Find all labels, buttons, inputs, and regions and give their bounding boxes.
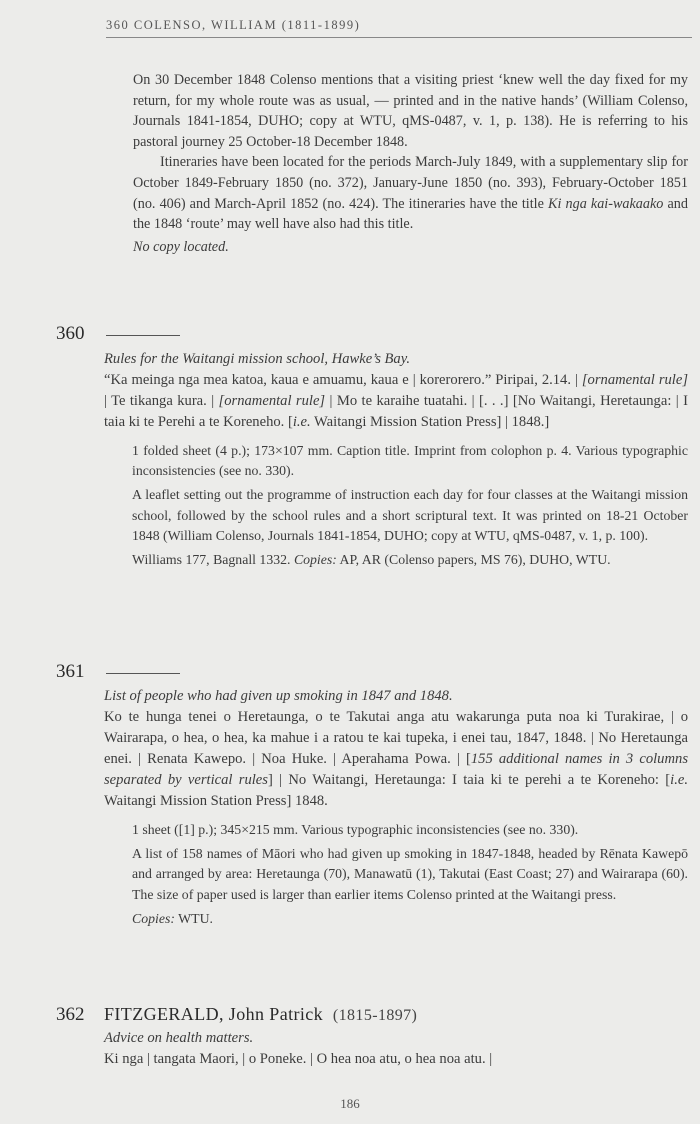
entry-362 bbox=[104, 1028, 688, 1070]
entry-transcription: “Ka meinga nga mea katoa, kaua e amuamu, kaua e | korerorero.” Piripai, 2.14. | [ornamental rule] | Te tikanga kura. | [ornamental rule] | Mo te karaihe tuatahi. | [. . .] [No Waitangi, Heretaunga: | I taia ki te Perehi a te Koreneho. [i.e. Waitangi Mission Station Press] | 1848.] bbox=[104, 372, 688, 430]
copies: Copies: WTU. bbox=[132, 910, 213, 926]
entry-361 bbox=[104, 686, 688, 929]
entry-title: Rules for the Waitangi mission school, Hawke’s Bay. bbox=[104, 351, 411, 367]
entry-title: List of people who had given up smoking in 1847 and 1848. bbox=[104, 688, 453, 704]
author-dates: (1815-1897) bbox=[332, 1007, 418, 1024]
entry-360 bbox=[104, 349, 688, 570]
author-name: FITZGERALD, John Patrick bbox=[104, 1004, 324, 1024]
entry-note: A leaflet setting out the programme of instruction each day for four classes at the Waitangi mission school, followed by the school rules and a short scriptural text. It was printed on 18-21 October 1848 (William Colenso, Journals 1841-1854, DUHO; copy at WTU, qMS-0487, v. 1, p. 100). bbox=[132, 487, 688, 543]
author-dash-360 bbox=[106, 335, 180, 336]
entry-title: Advice on health matters. bbox=[104, 1030, 254, 1046]
author-heading bbox=[104, 1004, 417, 1025]
running-head: 360 COLENSO, WILLIAM (1811-1899) bbox=[106, 18, 361, 32]
entry-note: A list of 158 names of Māori who had given up smoking in 1847-1848, headed by Rēnata Kawepō and arranged by area: Heretaunga (70), Manawatū (1), Takutai (East Coast; 27) and Wairarapa (60). The size of paper used is larger than earlier items Colenso printed at the Waitangi press. bbox=[132, 846, 688, 902]
entry-number-360: 360 bbox=[56, 323, 85, 344]
author-dash-361 bbox=[106, 673, 180, 674]
header-rule bbox=[106, 37, 692, 38]
entry-transcription: Ki nga | tangata Maori, | o Poneke. | O hea noa atu, o hea noa atu. | bbox=[104, 1051, 493, 1067]
physical-description: 1 folded sheet (4 p.); 173×107 mm. Caption title. Imprint from colophon p. 4. Various typographic inconsistencies (see no. 330). bbox=[132, 443, 688, 479]
previous-entry-continuation bbox=[133, 70, 688, 257]
intro-paragraph-1: On 30 December 1848 Colenso mentions that a visiting priest ‘knew well the day fixed for my return, for my whole route was as usual, — printed and in the native hands’ (William Colenso, Journals 1841-1854, DUHO; copy at WTU, qMS-0487, v. 1, p. 138). He is referring to his pastoral journey 25 October-18 December 1848. bbox=[133, 72, 688, 150]
page-number: 186 bbox=[340, 1096, 360, 1111]
entry-transcription: Ko te hunga tenei o Heretaunga, o te Takutai anga atu wakarunga puta noa ki Turakirae, | o Wairarapa, o hea, o hea, ka mahue i a ratou te kai tupeka, i enei tau, 1847, 1848. | No Heretaunga enei. | Renata Kawepo. | Noa Huke. | Aperahama Powa. | [155 additional names in 3 columns separated by vertical rules] | No Waitangi, Heretaunga: I taia ki te perehi a te Koreneho: [i.e. Waitangi Mission Station Press] 1848. bbox=[104, 709, 688, 809]
entry-number-361: 361 bbox=[56, 661, 85, 682]
entry-number-362: 362 bbox=[56, 1004, 85, 1025]
intro-paragraph-2: Itineraries have been located for the periods March-July 1849, with a supplementary slip for October 1849-February 1850 (no. 372), January-June 1850 (no. 393), February-October 1851 (no. 406) and March-April 1852 (no. 424). The itineraries have the title Ki nga kai-wakaako and the 1848 ‘route’ may well have also had this title. bbox=[133, 154, 688, 233]
references-copies: Williams 177, Bagnall 1332. Copies: AP, AR (Colenso papers, MS 76), DUHO, WTU. bbox=[132, 552, 611, 568]
no-copy-located: No copy located. bbox=[133, 238, 229, 255]
physical-description: 1 sheet ([1] p.); 345×215 mm. Various typographic inconsistencies (see no. 330). bbox=[132, 822, 579, 837]
